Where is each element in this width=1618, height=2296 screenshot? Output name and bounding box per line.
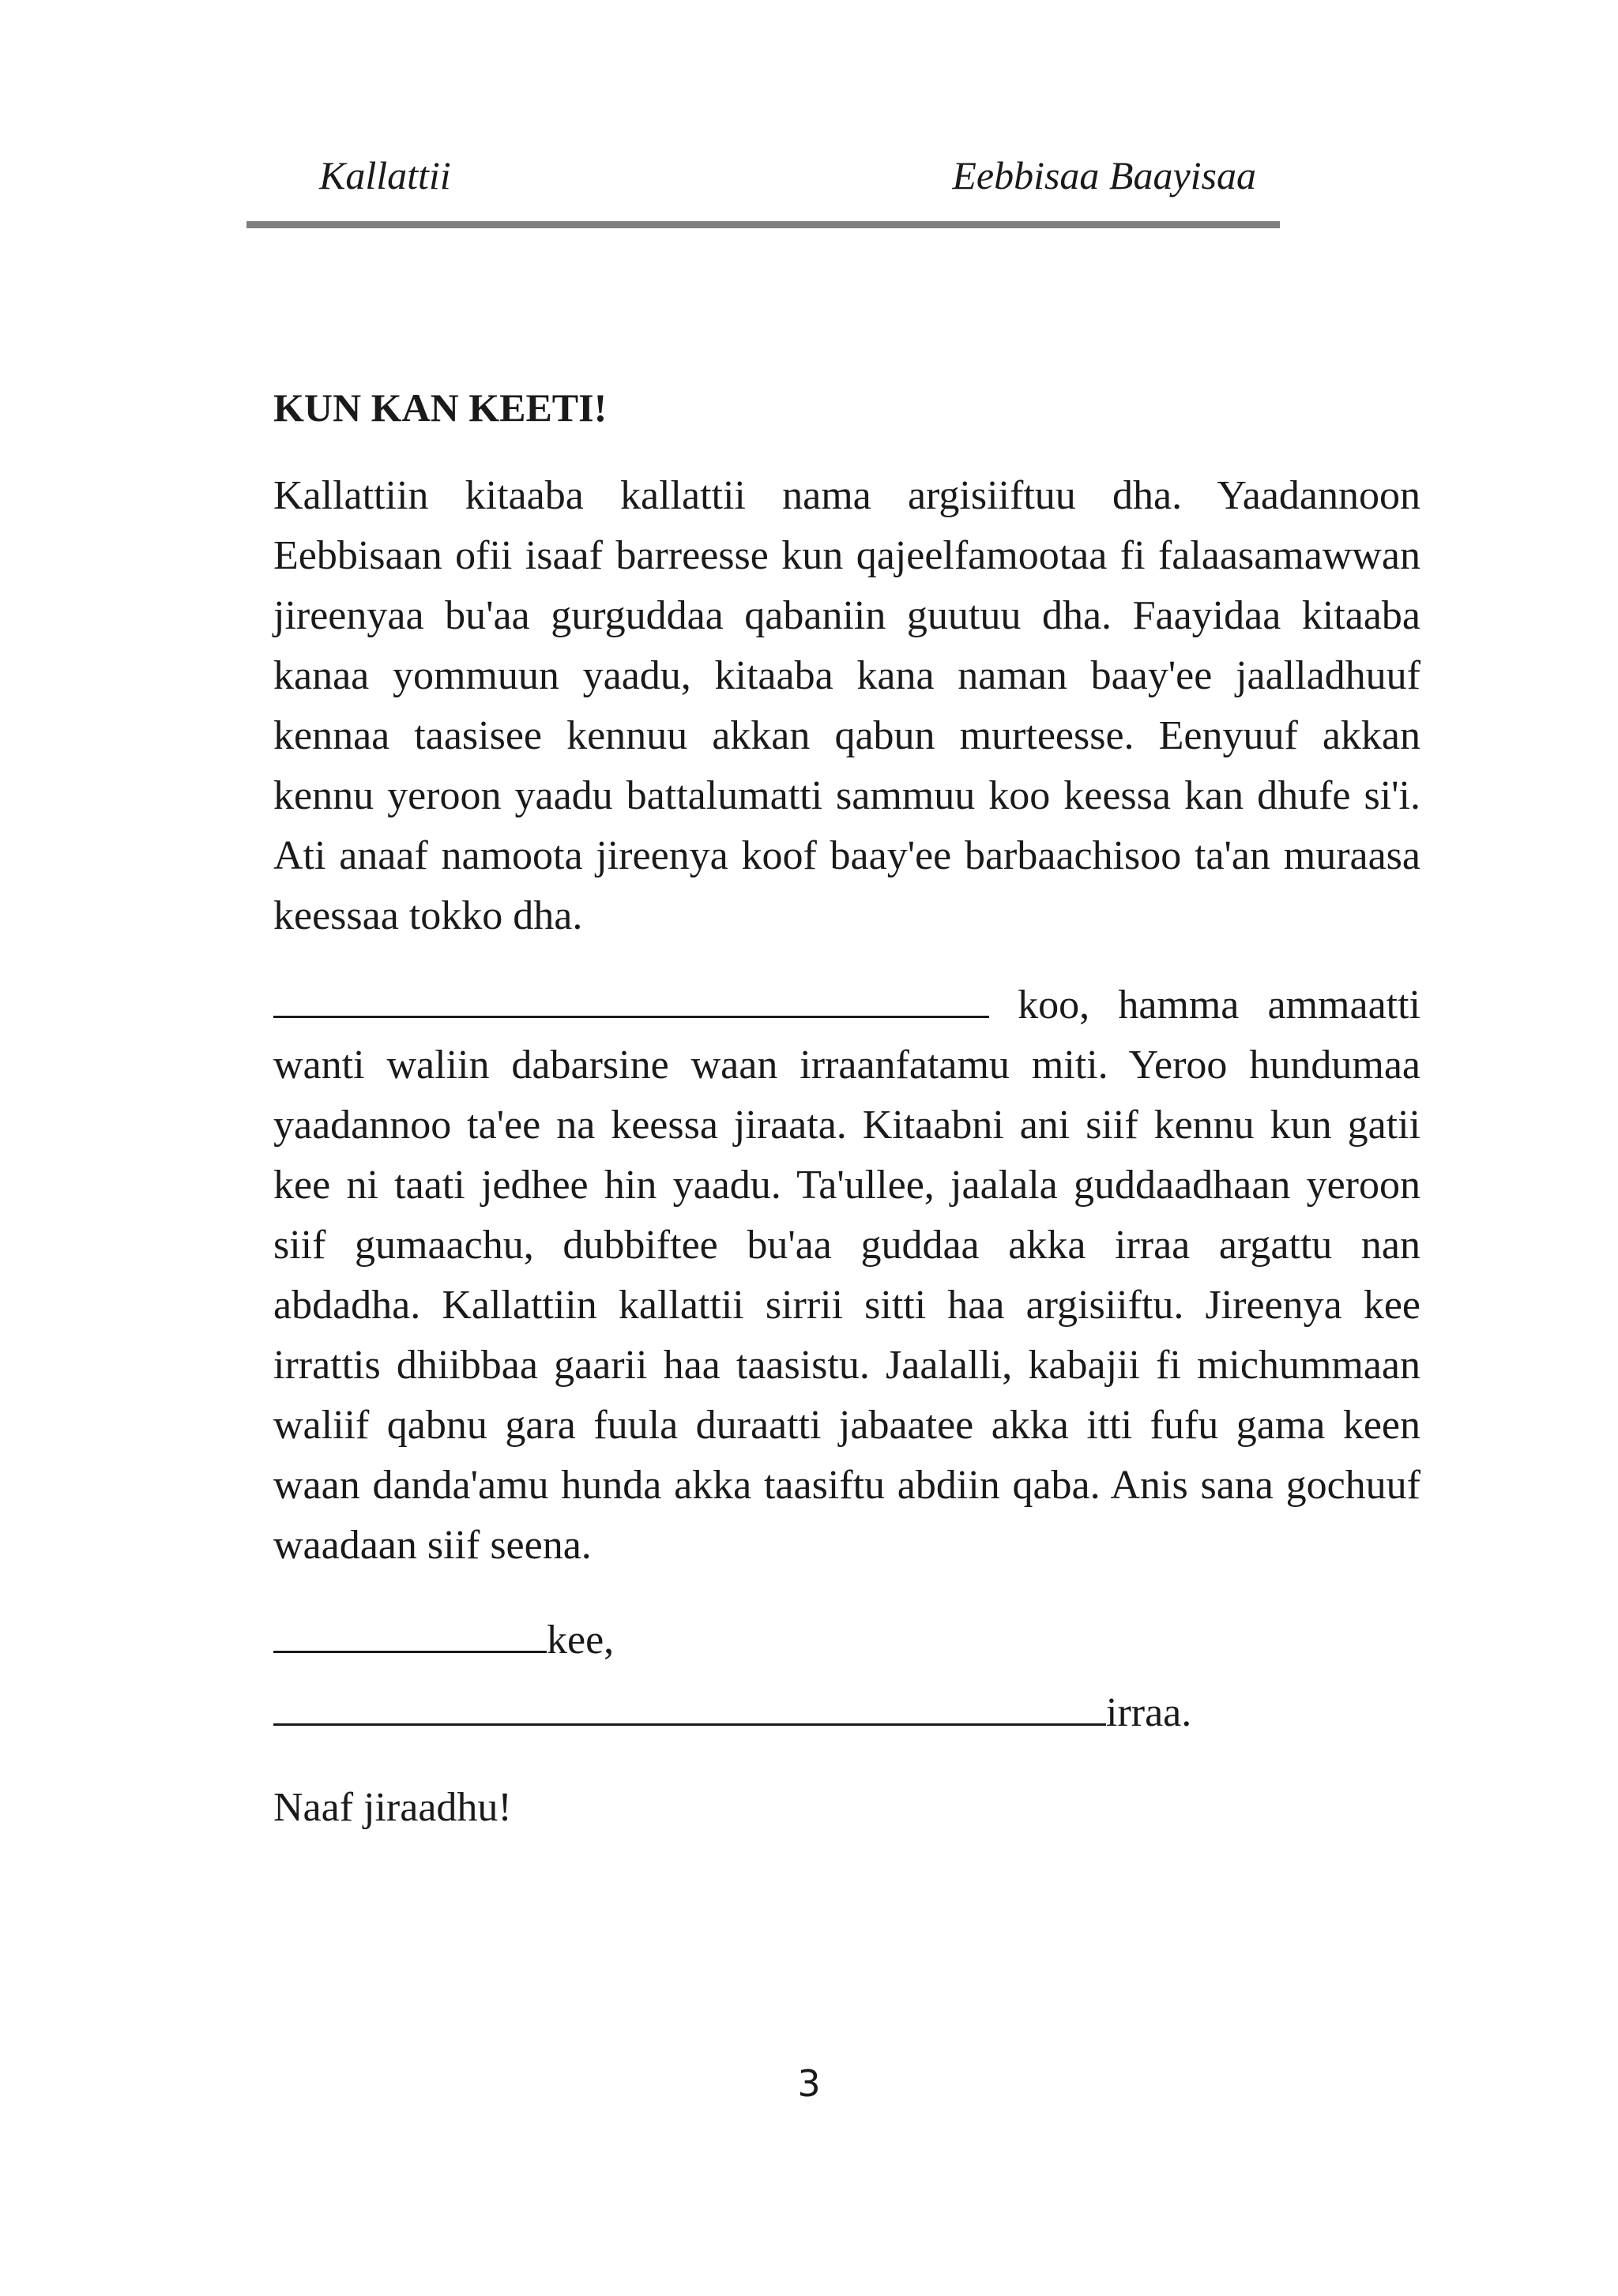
book-title: Kallattii <box>319 153 451 197</box>
author-name: Eebbisaa Baayisaa <box>952 153 1256 197</box>
recipient-line <box>273 1604 1420 1677</box>
page-number: 3 <box>797 2062 821 2105</box>
signature-block <box>273 1604 1420 1749</box>
page-body <box>273 378 1420 1838</box>
sender-blank[interactable] <box>273 1682 1106 1726</box>
running-header <box>246 147 1280 210</box>
closing-line: Naaf jiraadhu! <box>273 1785 512 1830</box>
recipient-suffix: kee, <box>547 1618 615 1663</box>
sender-suffix: irraa. <box>1106 1690 1192 1735</box>
dedication-paragraph-2 <box>273 975 1420 1576</box>
recipient-name-blank[interactable] <box>273 975 989 1018</box>
sender-line <box>273 1677 1420 1749</box>
header-rule <box>246 221 1280 228</box>
section-title: KUN KAN KEETI! <box>273 385 608 430</box>
paragraph-2-text: koo, hamma ammaatti wanti waliin dabarsine waan irraanfatamu miti. Yeroo hundumaa yaadannoo ta'ee na keessa jiraata. Kitaabni ani siif kennu kun gatii kee ni taati jedhee hin yaadu. Ta'ullee, jaalala guddaadhaan yeroon siif gumaachu, dubbiftee bu'aa guddaa akka irraa argattu nan abdadha. Kallattiin kallattii sirrii sitti haa argisiiftu. Jireenya kee irrattis dhiibbaa gaarii haa taasistu. Jaalalli, kabajii fi michummaan waliif qabnu gara fuula duraatti jabaatee akka itti fufu gama keen waan danda'amu hunda akka taasiftu abdiin qaba. Anis sana gochuuf waadaan siif seena. <box>273 983 1420 1568</box>
dedication-paragraph-1: Kallattiin kitaaba kallattii nama argisiiftuu dha. Yaadannoon Eebbisaan ofii isaaf barreesse kun qajeelfamootaa fi falaasamawwan jireenyaa bu'aa gurguddaa qabaniin guutuu dha. Faayidaa kitaaba kanaa yommuun yaadu, kitaaba kana naman baay'ee jaalladhuuf kennaa taasisee kennuu akkan qabun murteesse. Eenyuuf akkan kennu yeroon yaadu battalumatti sammuu koo keessa kan dhufe si'i. Ati anaaf namoota jireenya koof baay'ee barbaachisoo ta'an muraasa keessaa tokko dha. <box>273 473 1420 938</box>
recipient-blank[interactable] <box>273 1610 547 1653</box>
